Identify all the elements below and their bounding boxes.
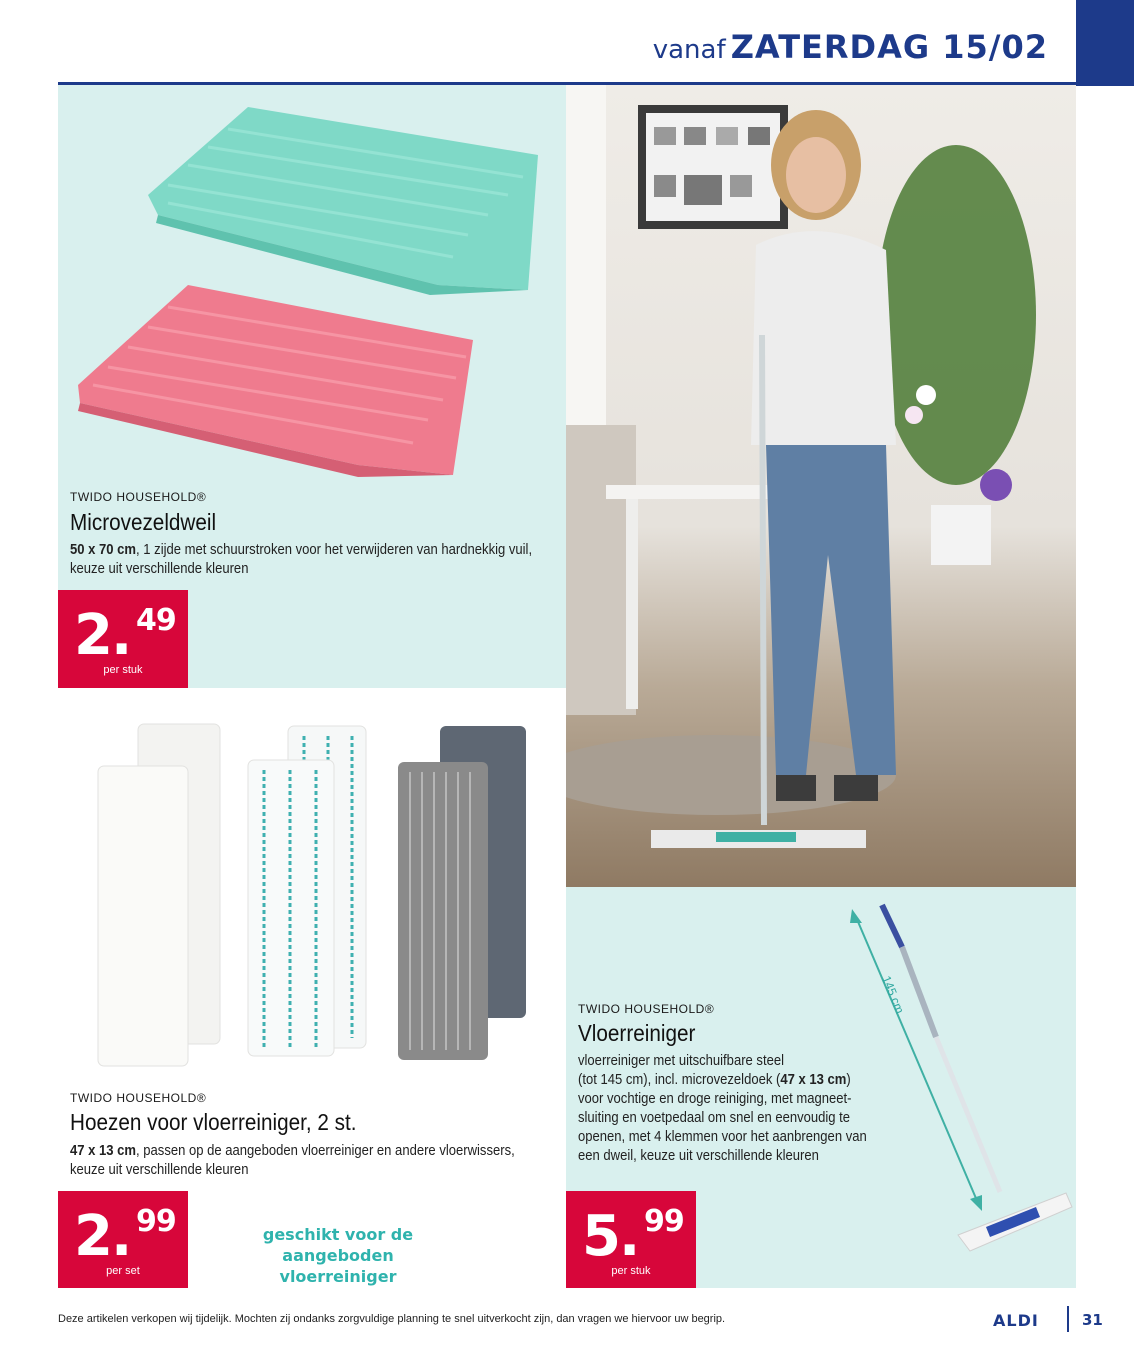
product-description-line2: keuze uit verschillende kleuren (70, 561, 249, 577)
product-panel-mop-covers (58, 688, 566, 1288)
compatibility-note-line1: geschikt voor de aangeboden (262, 1225, 414, 1265)
aldi-logo: ALDI (993, 1311, 1039, 1330)
mop-covers-photo (58, 688, 566, 1088)
product-description-text: , 1 zijde met schuurstroken voor het verwijderen van hardnekkig vuil, (136, 542, 533, 558)
product-description (70, 541, 566, 579)
price-decimal: 49 (136, 603, 176, 638)
price-unit: per set (106, 1265, 140, 1277)
product-description-line5: openen, met 4 klemmen voor het aanbrengen van (578, 1129, 867, 1145)
product-dimensions: 50 x 70 cm (70, 542, 137, 558)
woman-mopping-photo (566, 85, 1076, 887)
product-description-text: , passen op de aangeboden vloerreiniger en andere vloerwissers, (136, 1143, 515, 1159)
product-description-line2c: ) (846, 1072, 851, 1088)
header-accent-block (1076, 0, 1134, 86)
lifestyle-photo-panel (566, 85, 1076, 887)
price-decimal: 99 (136, 1204, 176, 1239)
price-integer: 2. (74, 603, 131, 668)
price-integer: 5. (582, 1204, 639, 1269)
compatibility-note-line2: vloerreiniger (279, 1267, 397, 1286)
product-dimensions: 47 x 13 cm (70, 1143, 137, 1159)
product-description-line1: vloerreiniger met uitschuifbare steel (578, 1053, 785, 1069)
product-description-line3: voor vochtige en droge reiniging, met magneet- (578, 1091, 852, 1107)
price-tag (566, 1191, 696, 1288)
product-description-line2: keuze uit verschillende kleuren (70, 1162, 249, 1178)
price-decimal: 99 (644, 1204, 684, 1239)
price-tag (58, 590, 188, 688)
product-description (70, 1142, 556, 1180)
product-description (578, 1052, 902, 1166)
brand-label: TWIDO HOUSEHOLD® (70, 1091, 207, 1105)
price-unit: per stuk (611, 1265, 651, 1277)
price-tag (58, 1191, 188, 1288)
product-description-line4: sluiting en voetpedaal om snel en eenvoudig te (578, 1110, 851, 1126)
footer-divider (1067, 1306, 1069, 1332)
product-title: Hoezen voor vloerreiniger, 2 st. (70, 1109, 357, 1135)
product-panel-floor-mop (566, 887, 1076, 1288)
compatibility-note (218, 1224, 458, 1287)
microfiber-cloths-photo (58, 85, 566, 505)
brand-label: TWIDO HOUSEHOLD® (70, 490, 207, 504)
brand-label: TWIDO HOUSEHOLD® (578, 1002, 715, 1016)
price-unit: per stuk (103, 664, 143, 676)
product-panel-microfiber (58, 85, 566, 688)
product-description-line2a: (tot 145 cm), incl. microvezeldoek ( (578, 1072, 781, 1088)
product-title: Vloerreiniger (578, 1020, 696, 1046)
product-description-line2 (578, 1071, 902, 1090)
price-integer: 2. (74, 1204, 131, 1269)
header-date: ZATERDAG 15/02 (730, 28, 1048, 66)
page-number: 31 (1082, 1311, 1103, 1329)
product-dimensions: 47 x 13 cm (780, 1072, 847, 1088)
product-title: Microvezeldweil (70, 509, 217, 535)
header-date-banner (653, 28, 1048, 66)
footer-disclaimer: Deze artikelen verkopen wij tijdelijk. Mochten zij ondanks zorgvuldige planning te snel uitverkocht zijn, dan vragen we hiervoor uw begrip. (58, 1313, 726, 1325)
product-description-line6: een dweil, keuze uit verschillende kleuren (578, 1148, 819, 1164)
header-prefix: vanaf (652, 35, 726, 65)
length-dimension-label: 145 cm (879, 973, 907, 1016)
